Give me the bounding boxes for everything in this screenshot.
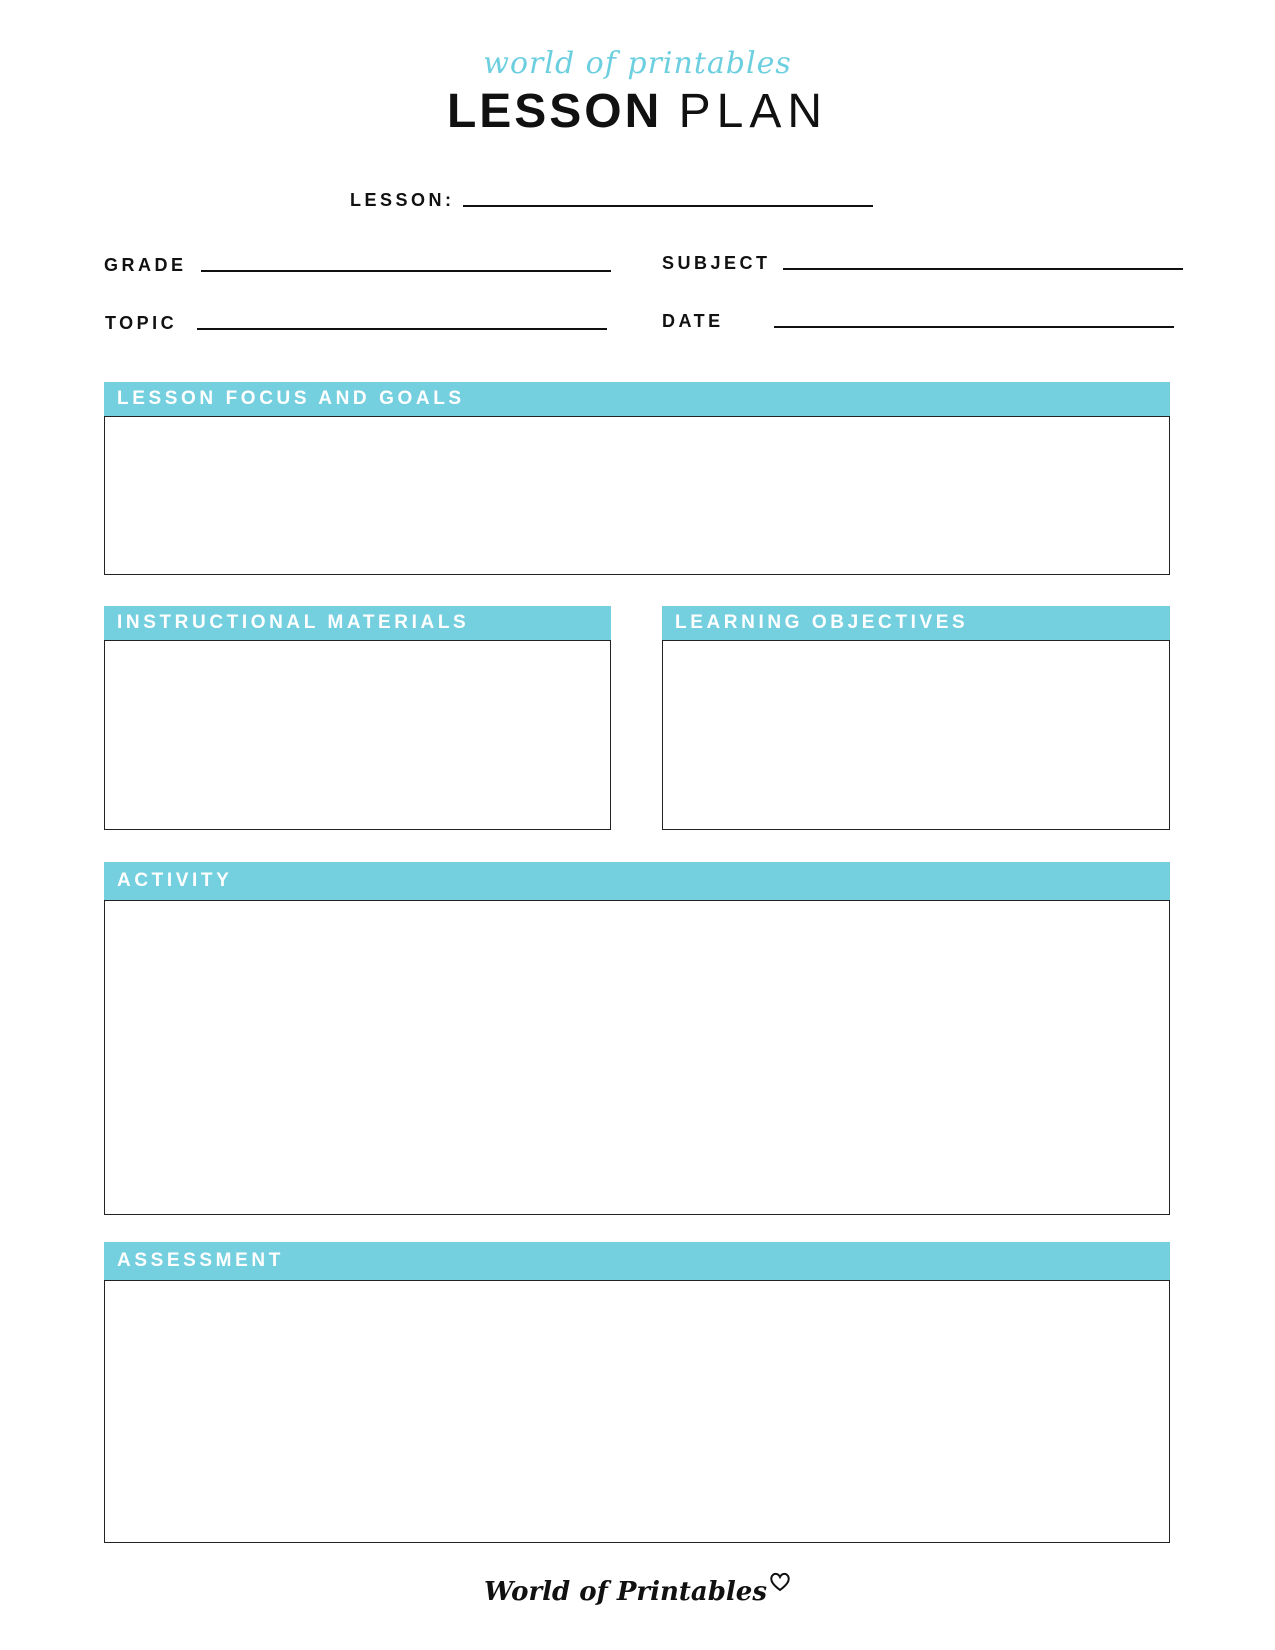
grade-field [104, 255, 611, 276]
materials-header: INSTRUCTIONAL MATERIALS [104, 606, 611, 640]
heart-icon [769, 1572, 791, 1592]
assessment-box[interactable] [104, 1280, 1170, 1543]
assessment-header: ASSESSMENT [104, 1242, 1170, 1280]
activity-box[interactable] [104, 900, 1170, 1215]
lesson-input-line[interactable] [463, 205, 873, 207]
subject-label: SUBJECT [662, 253, 771, 273]
objectives-header: LEARNING OBJECTIVES [662, 606, 1170, 640]
page-title [0, 84, 1275, 139]
date-label: DATE [662, 311, 724, 331]
footer-logo-text: World of Printables [484, 1577, 767, 1607]
subject-input-line[interactable] [783, 268, 1183, 270]
topic-input-line[interactable] [197, 328, 607, 330]
brand-script-logo: world of printables [483, 46, 792, 81]
lesson-label: LESSON: [350, 190, 455, 210]
lesson-field [350, 190, 873, 211]
activity-header: ACTIVITY [104, 862, 1170, 900]
focus-header: LESSON FOCUS AND GOALS [104, 382, 1170, 416]
objectives-box[interactable] [662, 640, 1170, 830]
subject-field [662, 253, 1183, 274]
grade-label: GRADE [104, 255, 187, 275]
footer-logo [0, 1572, 1275, 1607]
focus-box[interactable] [104, 416, 1170, 575]
title-bold: LESSON [446, 85, 663, 138]
date-input-line[interactable] [774, 326, 1174, 328]
title-light: PLAN [678, 85, 829, 138]
grade-input-line[interactable] [201, 270, 611, 272]
topic-label: TOPIC [105, 313, 178, 333]
topic-field [105, 313, 607, 334]
materials-box[interactable] [104, 640, 611, 830]
date-field [662, 311, 1174, 332]
